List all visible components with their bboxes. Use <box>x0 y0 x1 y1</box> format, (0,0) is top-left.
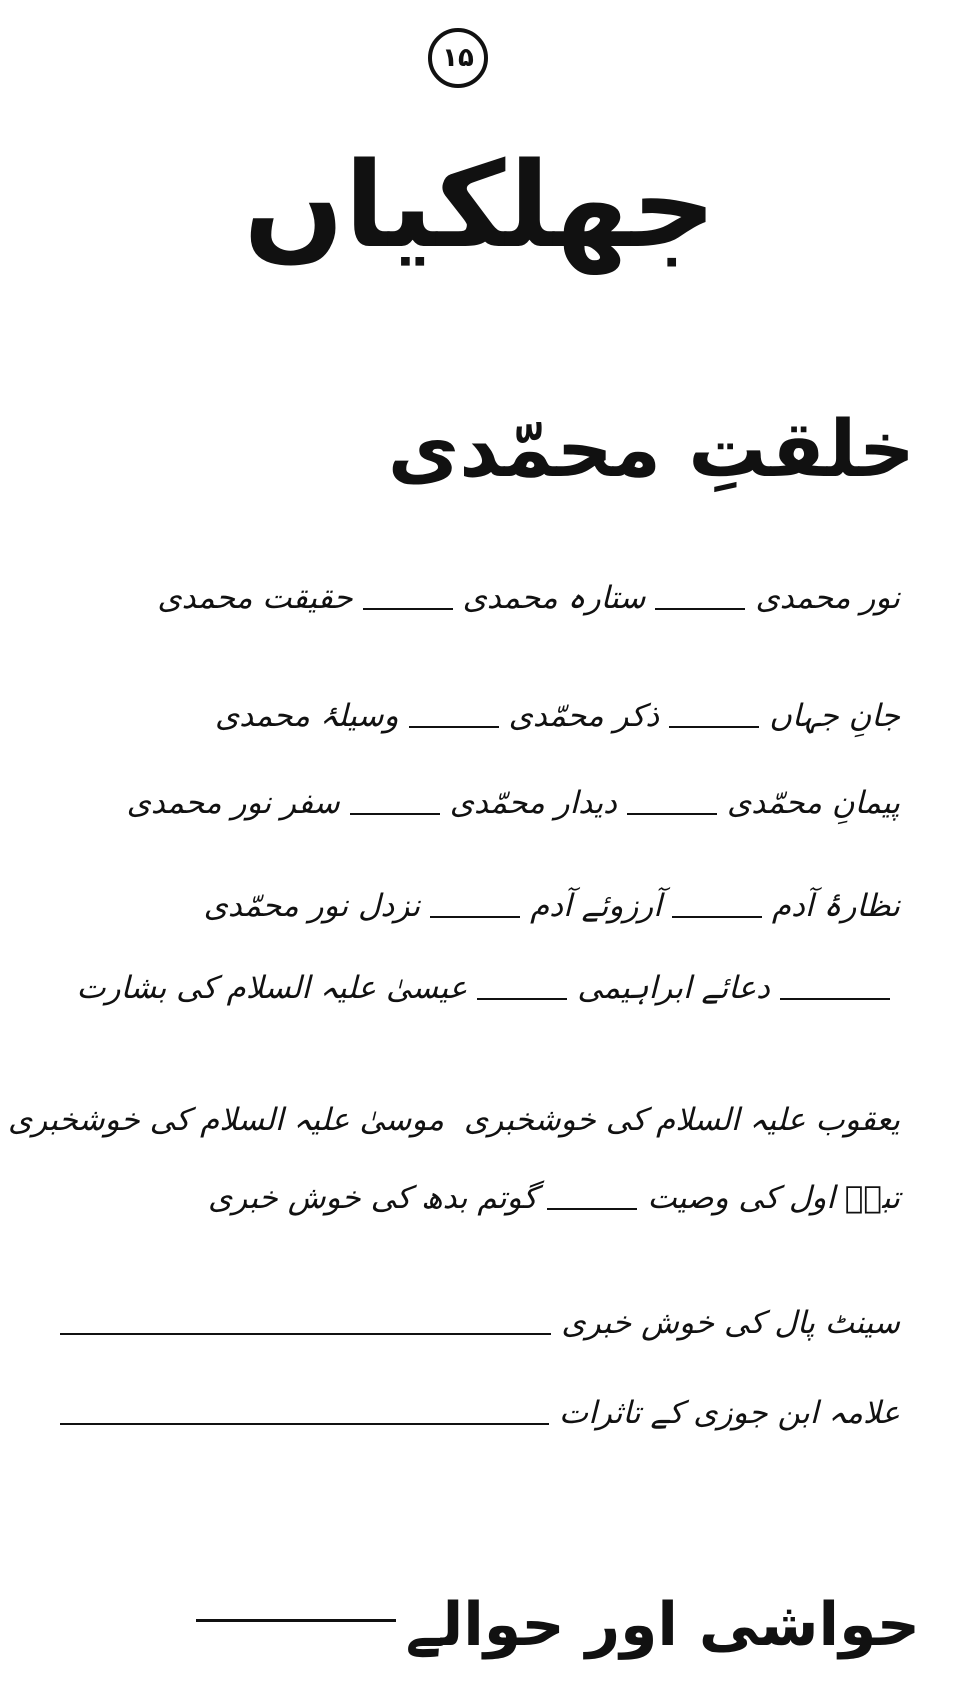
dash-separator <box>655 608 745 610</box>
contents-item: گوتم بدھ کی خوش خبری <box>207 1180 538 1216</box>
contents-item: آرزوئے آدم <box>530 888 662 924</box>
contents-item: دیدار محمّدی <box>449 785 617 821</box>
contents-row <box>50 1160 900 1220</box>
contents-item: سینٹ پال کی خوش خبری <box>561 1305 900 1341</box>
contents-item: جانِ جہاں <box>769 698 900 734</box>
section-heading: خلقتِ محمّدی <box>387 405 915 495</box>
dash-separator <box>672 916 762 918</box>
contents-row <box>50 1375 900 1435</box>
contents-row <box>7 1082 900 1142</box>
contents-item: عیسیٰ علیہ السلام کی بشارت <box>76 970 468 1006</box>
contents-item: علامہ ابن جوزی کے تاثرات <box>559 1395 900 1431</box>
page-number: ۱۵ <box>442 43 474 73</box>
contents-row <box>50 678 900 738</box>
contents-row <box>50 868 900 928</box>
contents-row <box>50 1285 900 1345</box>
contents-item: وسیلۂ محمدی <box>214 698 399 734</box>
contents-item: پیمانِ محمّدی <box>726 785 900 821</box>
dash-separator <box>430 916 520 918</box>
dash-separator <box>350 813 440 815</box>
contents-item: ستارہ محمدی <box>462 580 646 616</box>
dash-separator <box>196 1619 396 1622</box>
contents-item: نظارۂ آدم <box>771 888 900 924</box>
contents-row <box>50 560 900 620</box>
contents-item: نور محمدی <box>755 580 900 616</box>
contents-item: ذکر محمّدی <box>508 698 660 734</box>
contents-item: سفر نور محمدی <box>126 785 340 821</box>
page-title: جھلکیاں <box>243 136 717 274</box>
page-number-badge <box>428 28 488 88</box>
contents-item: موسیٰ علیہ السلام کی خوشخبری <box>7 1102 444 1138</box>
dash-separator <box>363 608 453 610</box>
contents-row <box>50 950 900 1010</box>
contents-row <box>50 765 900 825</box>
contents-item: دعائے ابراہیمی <box>577 970 770 1006</box>
footer-heading-row <box>40 1570 920 1680</box>
dash-separator <box>547 1208 637 1210</box>
dash-separator <box>627 813 717 815</box>
footer-heading: حواشی اور حوالے <box>405 1590 920 1660</box>
dash-separator <box>60 1333 551 1335</box>
dash-separator <box>477 998 567 1000</box>
dash-separator <box>409 726 499 728</box>
contents-item: تبعؑ اول کی وصیت <box>647 1180 900 1216</box>
dash-separator <box>60 1423 549 1425</box>
contents-item: حقیقت محمدی <box>157 580 353 616</box>
contents-item: نزدل نور محمّدی <box>203 888 421 924</box>
dash-separator <box>669 726 759 728</box>
dash-separator <box>780 998 890 1000</box>
contents-item: یعقوب علیہ السلام کی خوشخبری <box>463 1102 900 1138</box>
